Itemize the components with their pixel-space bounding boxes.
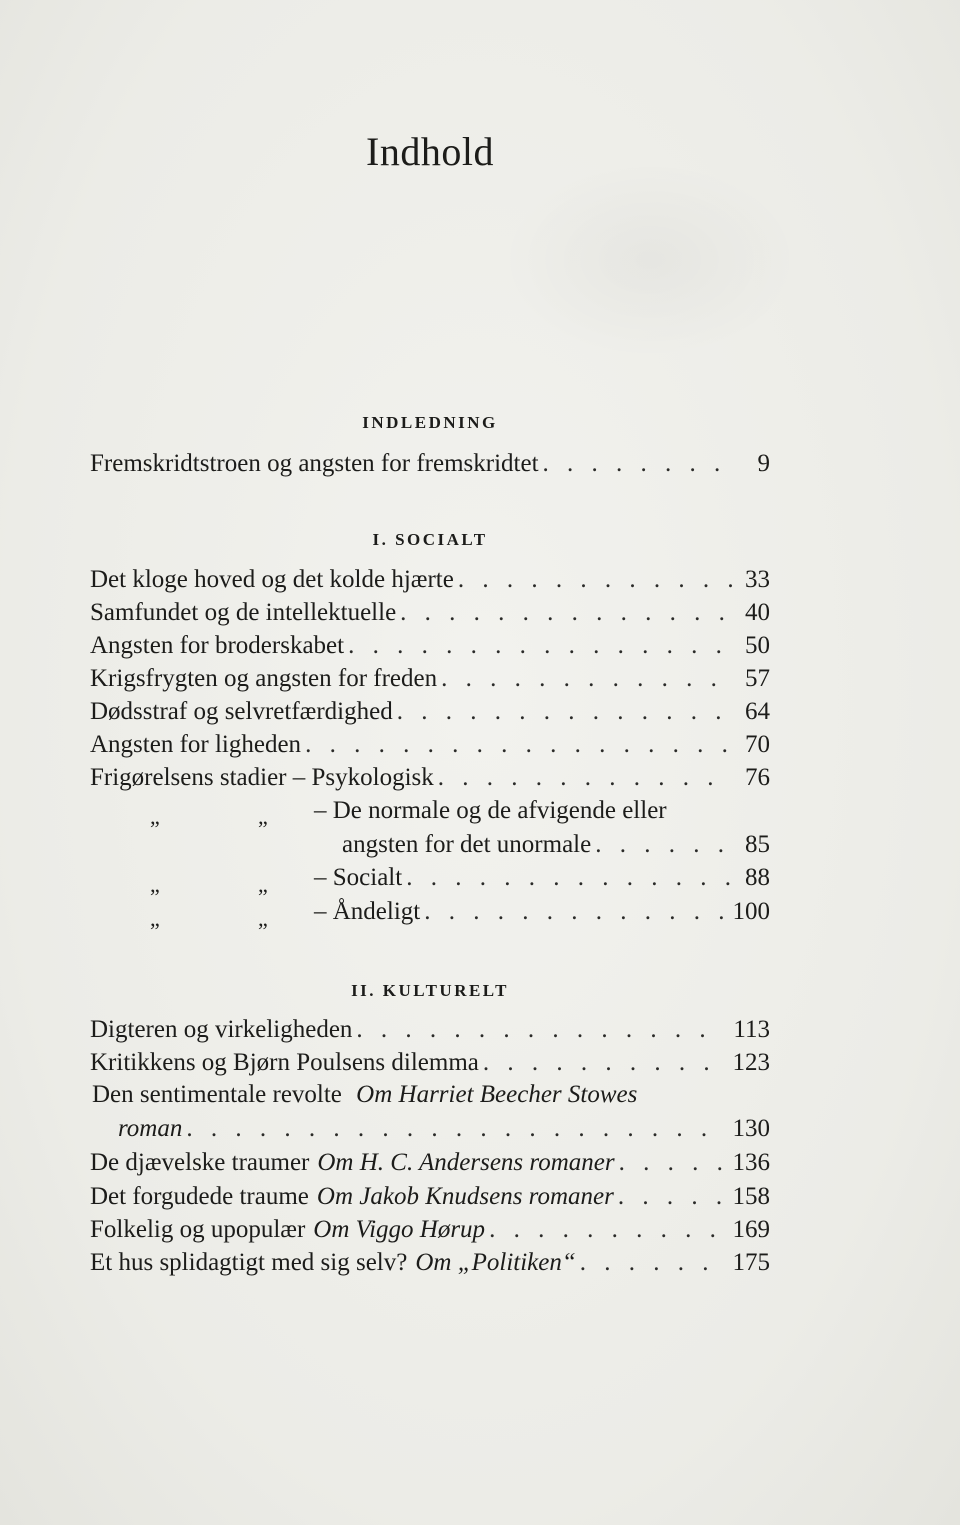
leader-dots bbox=[186, 1112, 724, 1146]
toc-sub-entry bbox=[342, 828, 770, 862]
entry-title: Angsten for ligheden bbox=[90, 731, 302, 758]
entry-title: Det kloge hoved og det kolde hjærte bbox=[90, 566, 454, 593]
entry-page: 100 bbox=[732, 898, 770, 925]
entry-title: Angsten for broderskabet bbox=[90, 632, 345, 659]
entry-page: 76 bbox=[745, 764, 770, 791]
entry-page: 158 bbox=[732, 1183, 770, 1210]
toc-entry bbox=[90, 761, 770, 795]
entry-title: Dødsstraf og selvretfærdighed bbox=[90, 698, 393, 725]
toc-entry bbox=[90, 1180, 770, 1214]
entry-title: Frigørelsens stadier – Psykologisk bbox=[90, 764, 434, 791]
leader-dots bbox=[397, 695, 732, 729]
section-heading-social: I. SOCIALT bbox=[372, 530, 488, 549]
section-heading-intro: INDLEDNING bbox=[362, 413, 498, 432]
entry-page: 33 bbox=[745, 566, 770, 593]
toc-entry bbox=[90, 1213, 770, 1247]
leader-dots bbox=[458, 563, 732, 597]
entry-page: 169 bbox=[732, 1216, 770, 1243]
entry-subtitle: Om Jakob Knudsens romaner bbox=[316, 1183, 614, 1210]
entry-title: Det forgudede traume bbox=[90, 1183, 309, 1210]
entry-title: – Åndeligt bbox=[314, 898, 421, 925]
ditto-mark: „ bbox=[150, 804, 160, 829]
leader-dots bbox=[489, 1213, 724, 1247]
leader-dots bbox=[348, 629, 732, 663]
entry-title: Et hus splidagtigt med sig selv? bbox=[90, 1249, 408, 1276]
ditto-mark: „ bbox=[258, 804, 268, 829]
entry-page: 50 bbox=[745, 632, 770, 659]
leader-dots bbox=[483, 1046, 725, 1080]
entry-subtitle: Om Viggo Hørup bbox=[313, 1216, 486, 1243]
show-through-shadow bbox=[500, 160, 800, 360]
toc-entry bbox=[90, 1246, 770, 1280]
entry-subtitle: Om Harriet Beecher Stowes bbox=[356, 1081, 638, 1108]
ditto-mark: „ bbox=[150, 872, 160, 897]
entry-title: Fremskridtstroen og angsten for fremskridtet bbox=[90, 450, 539, 477]
leader-dots bbox=[400, 596, 732, 630]
page-title: Indhold bbox=[366, 129, 494, 174]
toc-entry bbox=[90, 695, 770, 729]
entry-title: angsten for det unormale bbox=[342, 831, 592, 858]
entry-page: 40 bbox=[745, 599, 770, 626]
toc-entry bbox=[90, 728, 770, 762]
leader-dots bbox=[543, 447, 732, 481]
entry-page: 123 bbox=[732, 1049, 770, 1076]
leader-dots bbox=[424, 895, 724, 929]
entry-title: Krigsfrygten og angsten for freden bbox=[90, 665, 438, 692]
entry-page: 85 bbox=[745, 831, 770, 858]
leader-dots bbox=[619, 1146, 725, 1180]
toc-entry bbox=[90, 629, 770, 663]
leader-dots bbox=[595, 828, 732, 862]
leader-dots bbox=[580, 1246, 725, 1280]
entry-subtitle-cont: roman bbox=[118, 1115, 183, 1142]
entry-subtitle: Om H. C. Andersens romaner bbox=[317, 1149, 615, 1176]
entry-page: 9 bbox=[757, 450, 770, 477]
entry-page: 136 bbox=[732, 1149, 770, 1176]
toc-entry bbox=[90, 662, 770, 696]
toc-entry bbox=[90, 447, 770, 481]
ditto-mark: „ bbox=[150, 906, 160, 931]
entry-title: Folkelig og upopulær bbox=[90, 1216, 306, 1243]
toc-entry bbox=[90, 563, 770, 597]
toc-entry bbox=[90, 1046, 770, 1080]
toc-entry-continuation bbox=[118, 1112, 770, 1146]
leader-dots bbox=[441, 662, 732, 696]
toc-sub-entry bbox=[314, 861, 770, 895]
entry-title: Den sentimentale revolte bbox=[92, 1081, 342, 1108]
toc-entry-two-line bbox=[92, 1078, 637, 1112]
ditto-mark: „ bbox=[258, 906, 268, 931]
leader-dots bbox=[618, 1180, 725, 1214]
section-heading-cultural: II. KULTURELT bbox=[351, 981, 509, 1000]
toc-entry bbox=[90, 1013, 770, 1047]
sub-entry-title: – De normale og de afvigende eller bbox=[314, 797, 667, 824]
entry-title: De djævelske traumer bbox=[90, 1149, 310, 1176]
toc-entry bbox=[90, 1146, 770, 1180]
toc-sub-entry bbox=[314, 895, 770, 929]
entry-title: Samfundet og de intellektuelle bbox=[90, 599, 397, 626]
entry-page: 57 bbox=[745, 665, 770, 692]
leader-dots bbox=[438, 761, 732, 795]
entry-page: 113 bbox=[733, 1016, 770, 1043]
leader-dots bbox=[406, 861, 732, 895]
entry-page: 130 bbox=[732, 1115, 770, 1142]
leader-dots bbox=[305, 728, 732, 762]
entry-page: 70 bbox=[745, 731, 770, 758]
toc-entry bbox=[90, 596, 770, 630]
entry-title: Digteren og virkeligheden bbox=[90, 1016, 353, 1043]
entry-page: 64 bbox=[745, 698, 770, 725]
entry-page: 175 bbox=[732, 1249, 770, 1276]
entry-subtitle: Om „Politiken“ bbox=[415, 1249, 576, 1276]
leader-dots bbox=[356, 1013, 725, 1047]
entry-title: – Socialt bbox=[314, 864, 403, 891]
entry-title: Kritikkens og Bjørn Poulsens dilemma bbox=[90, 1049, 479, 1076]
entry-page: 88 bbox=[745, 864, 770, 891]
ditto-mark: „ bbox=[258, 872, 268, 897]
